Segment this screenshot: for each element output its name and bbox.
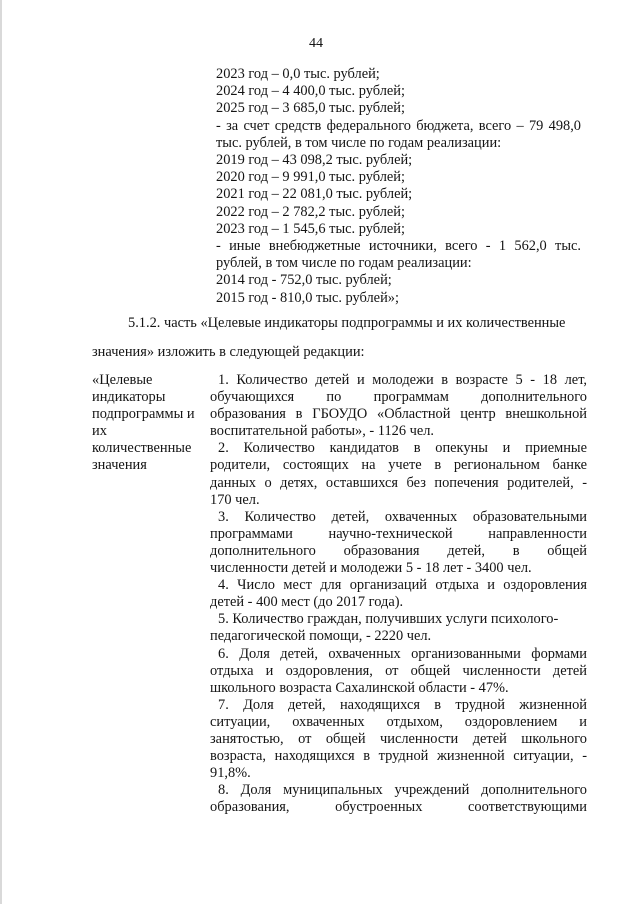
indicator-line: программами научно-технической направленности	[210, 525, 587, 542]
section-heading-line: значения» изложить в следующей редакции:	[92, 344, 365, 360]
indicator-line: возраста, находящихся в трудной жизненной ситуации, -	[210, 748, 587, 765]
indicator-line: педагогической помощи, - 2220 чел.	[210, 628, 432, 645]
indicator-line: школьного возраста Сахалинской области - 47%.	[210, 679, 509, 696]
indicators-list	[210, 372, 587, 816]
indicator-line: родители, состоящих на учете в региональном банке	[210, 457, 587, 474]
indicator-line: занятостью, от общей численности детей школьного	[210, 730, 587, 747]
indicator-line: воспитательной работы», - 1126 чел.	[210, 423, 435, 440]
funding-line: 2023 год – 1 545,6 тыс. рублей;	[216, 220, 405, 237]
indicators-label-line: «Целевые	[92, 372, 153, 388]
section-heading-line: 5.1.2. часть «Целевые индикаторы подпрограммы и их количественные	[128, 315, 566, 331]
funding-line: рублей, в том числе по годам реализации:	[216, 255, 472, 272]
section-heading	[92, 315, 587, 361]
page-number: 44	[309, 36, 323, 51]
indicator-line: отдыха и оздоровления, от общей численности детей	[210, 662, 587, 679]
indicator-line: 4. Число мест для организаций отдыха и оздоровления	[218, 577, 587, 594]
funding-line: 2014 год - 752,0 тыс. рублей;	[216, 272, 392, 289]
indicator-line: 170 чел.	[210, 491, 260, 508]
indicator-line: 1. Количество детей и молодежи в возрасте 5 - 18 лет,	[218, 372, 587, 388]
funding-line: 2021 год – 22 081,0 тыс. рублей;	[216, 186, 413, 203]
indicator-line: обучающихся по программам дополнительного	[210, 389, 587, 406]
funding-line: 2015 год - 810,0 тыс. рублей»;	[216, 289, 399, 306]
indicator-line: 8. Доля муниципальных учреждений дополнительного	[218, 782, 587, 799]
funding-line: - иные внебюджетные источники, всего - 1 562,0 тыс.	[216, 238, 581, 255]
indicator-line: детей - 400 мест (до 2017 года).	[210, 594, 404, 611]
indicator-line: образования, обустроенных соответствующими	[210, 799, 587, 816]
funding-breakdown	[216, 66, 581, 307]
indicator-line: образования в ГБОУДО «Областной центр внешкольной	[210, 406, 587, 423]
indicators-label-line: значения	[92, 457, 147, 473]
indicators-label-line: индикаторы	[92, 389, 166, 405]
indicator-line: 91,8%.	[210, 765, 251, 782]
indicator-line: дополнительного образования детей, в общей	[210, 542, 587, 559]
indicators-label-line: их	[92, 423, 107, 439]
indicator-line: 6. Доля детей, охваченных организованными формами	[218, 645, 587, 662]
indicator-line: 2. Количество кандидатов в опекуны и приемные	[218, 440, 587, 457]
indicator-line: ситуации, охваченных отдыхом, оздоровлением и	[210, 713, 587, 730]
page-edge	[0, 0, 2, 904]
funding-line: 2024 год – 4 400,0 тыс. рублей;	[216, 83, 405, 100]
funding-line: 2023 год – 0,0 тыс. рублей;	[216, 66, 380, 82]
funding-line: 2022 год – 2 782,2 тыс. рублей;	[216, 203, 405, 220]
indicator-line: 7. Доля детей, находящихся в трудной жизненной	[218, 696, 587, 713]
indicator-line: данных о детях, оставшихся без попечения родителей, -	[210, 474, 587, 491]
funding-line: тыс. рублей, в том числе по годам реализации:	[216, 134, 502, 151]
funding-line: - за счет средств федерального бюджета, всего – 79 498,0	[216, 117, 581, 134]
funding-line: 2019 год – 43 098,2 тыс. рублей;	[216, 152, 413, 169]
indicator-line: 3. Количество детей, охваченных образовательными	[218, 508, 587, 525]
indicators-label	[92, 372, 207, 474]
funding-line: 2025 год – 3 685,0 тыс. рублей;	[216, 100, 405, 117]
indicators-label-line: количественные	[92, 440, 192, 456]
funding-line: 2020 год – 9 991,0 тыс. рублей;	[216, 169, 405, 186]
indicators-label-line: подпрограммы и	[92, 406, 195, 422]
indicator-line: численности детей и молодежи 5 - 18 лет - 3400 чел.	[210, 560, 532, 577]
indicator-line: 5. Количество граждан, получивших услуги психолого-	[218, 611, 559, 628]
